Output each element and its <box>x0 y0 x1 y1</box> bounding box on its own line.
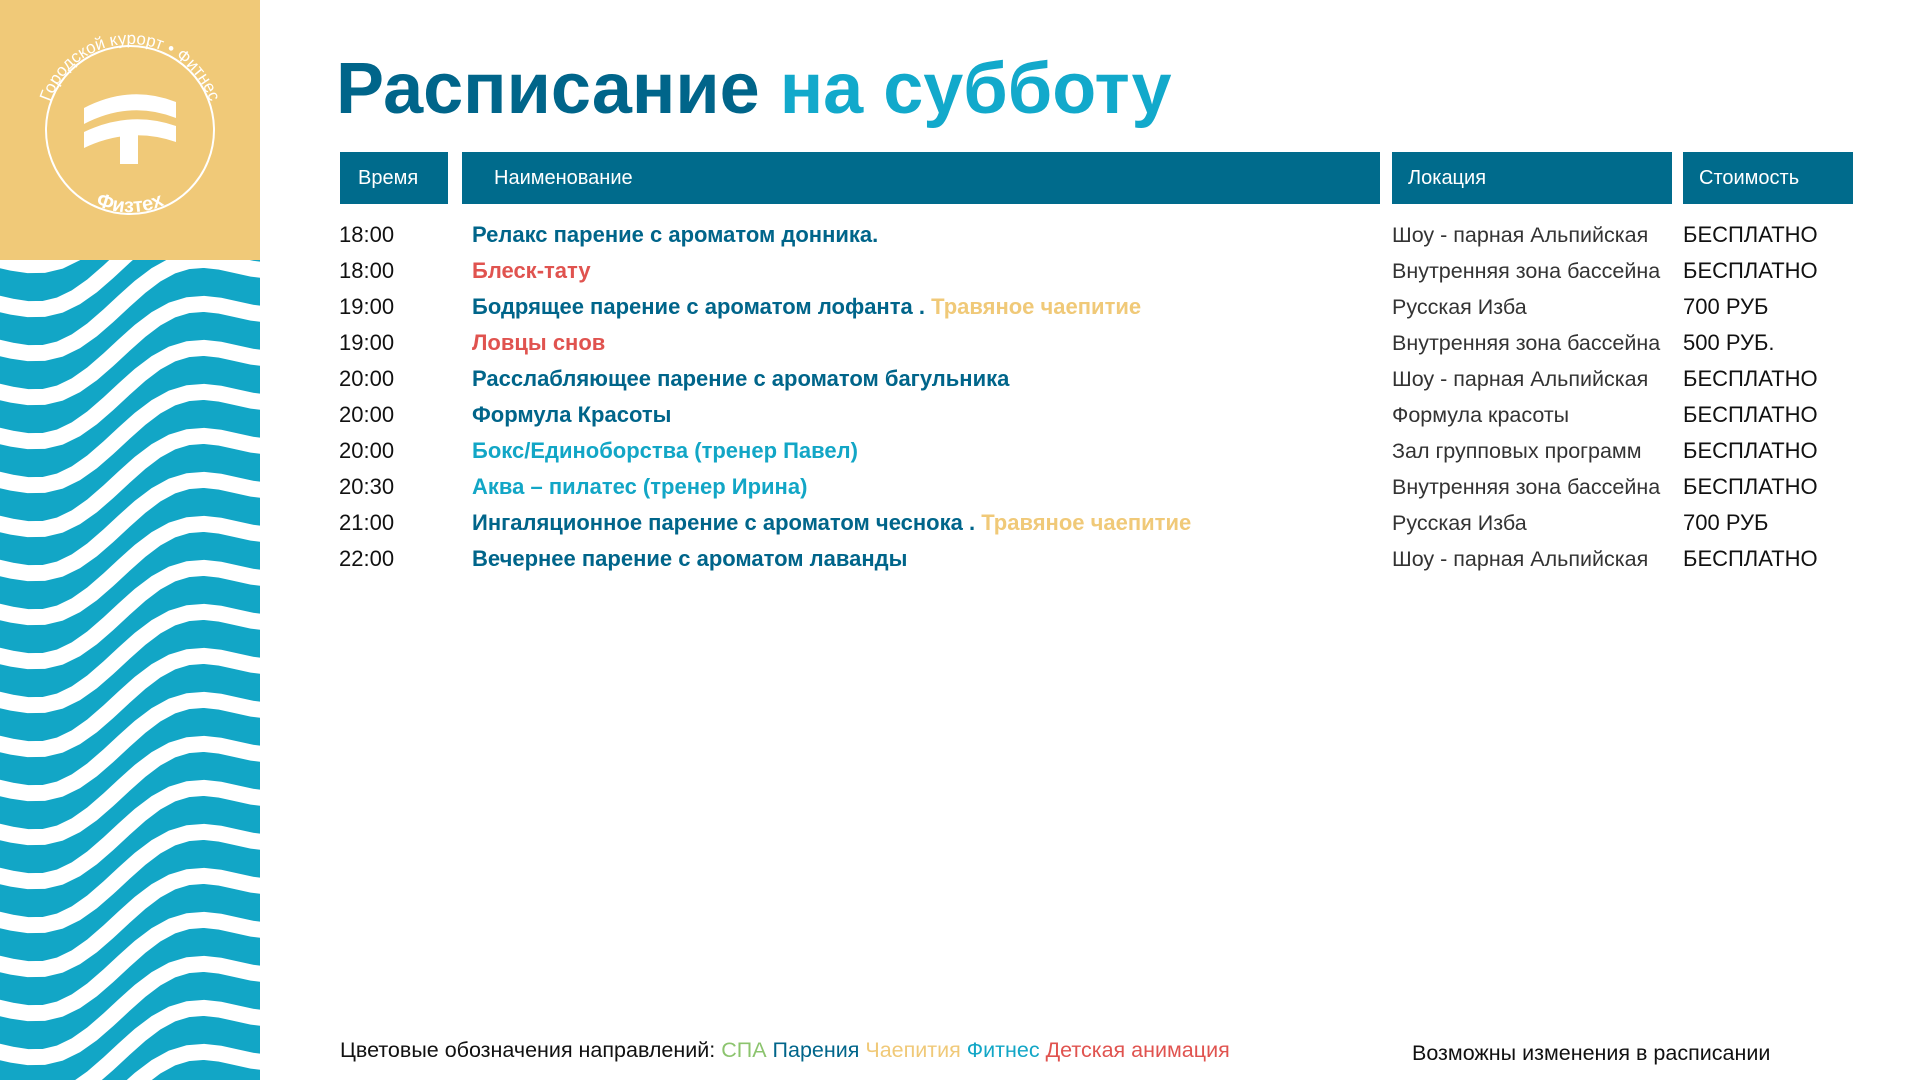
row-cost: БЕСПЛАТНО <box>1683 366 1818 391</box>
schedule-change-notice: Возможны изменения в расписании <box>1412 1041 1771 1065</box>
row-location: Внутренняя зона бассейна <box>1392 259 1661 283</box>
brand-ring-top-text: Городской курорт • Фитнес <box>36 28 224 104</box>
row-time: 19:00 <box>339 330 395 355</box>
title-main: Расписание <box>336 49 760 129</box>
row-name-cell <box>472 541 907 577</box>
row-time: 18:00 <box>339 222 395 247</box>
row-cost: 700 РУБ <box>1683 294 1769 319</box>
legend-item-fitness: Фитнес <box>966 1038 1040 1062</box>
legend-item-steam: Парения <box>772 1038 860 1062</box>
row-extra: Травяное чаепитие <box>981 510 1192 535</box>
row-cost: БЕСПЛАТНО <box>1683 402 1818 427</box>
row-name: Ингаляционное парение с ароматом чеснока . <box>472 510 976 535</box>
page-title <box>336 44 1172 134</box>
legend-item-kids: Детская анимация <box>1045 1038 1230 1062</box>
row-time: 18:00 <box>339 258 395 283</box>
table-row <box>0 361 1920 397</box>
row-cost: БЕСПЛАТНО <box>1683 438 1818 463</box>
row-name-cell <box>472 217 878 253</box>
table-row <box>0 253 1920 289</box>
row-name-cell <box>472 325 605 361</box>
title-accent: на субботу <box>779 49 1172 129</box>
row-location: Формула красоты <box>1392 403 1570 427</box>
row-name: Бокс/Единоборства (тренер Павел) <box>472 438 858 463</box>
row-time: 20:00 <box>339 366 395 391</box>
row-time: 20:00 <box>339 438 395 463</box>
header-time: Время <box>340 152 448 204</box>
row-name: Формула Красоты <box>472 402 672 427</box>
row-time: 19:00 <box>339 294 395 319</box>
table-row <box>0 469 1920 505</box>
row-name: Аква – пилатес (тренер Ирина) <box>472 474 808 499</box>
table-row <box>0 397 1920 433</box>
legend-label: Цветовые обозначения направлений: <box>340 1038 716 1062</box>
row-location: Внутренняя зона бассейна <box>1392 475 1661 499</box>
legend-item-spa: СПА <box>721 1038 767 1062</box>
table-row <box>0 433 1920 469</box>
row-extra: Травяное чаепитие <box>931 294 1142 319</box>
row-location: Шоу - парная Альпийская <box>1392 367 1649 391</box>
row-name: Расслабляющее парение с ароматом багульника <box>472 366 1010 391</box>
table-row <box>0 541 1920 577</box>
brand-emblem-icon <box>84 94 176 164</box>
row-time: 22:00 <box>339 546 395 571</box>
row-name-cell <box>472 361 1009 397</box>
header-name: Наименование <box>462 152 1380 204</box>
row-name: Релакс парение с ароматом донника. <box>472 222 879 247</box>
row-time: 21:00 <box>339 510 395 535</box>
row-cost: БЕСПЛАТНО <box>1683 258 1818 283</box>
header-location: Локация <box>1392 152 1672 204</box>
row-name-cell <box>472 469 807 505</box>
table-row <box>0 325 1920 361</box>
row-name: Блеск-тату <box>472 258 591 283</box>
header-cost: Стоимость <box>1683 152 1853 204</box>
row-time: 20:00 <box>339 402 395 427</box>
row-location: Зал групповых программ <box>1392 439 1642 463</box>
table-row <box>0 217 1920 253</box>
row-name-cell <box>472 253 591 289</box>
row-location: Шоу - парная Альпийская <box>1392 547 1649 571</box>
row-name-cell <box>472 397 671 433</box>
row-cost: БЕСПЛАТНО <box>1683 222 1818 247</box>
row-location: Внутренняя зона бассейна <box>1392 331 1661 355</box>
row-name-cell <box>472 289 1141 325</box>
row-name: Ловцы снов <box>472 330 606 355</box>
row-cost: БЕСПЛАТНО <box>1683 546 1818 571</box>
row-cost: 500 РУБ. <box>1683 330 1775 355</box>
row-name: Вечернее парение с ароматом лаванды <box>472 546 908 571</box>
row-cost: БЕСПЛАТНО <box>1683 474 1818 499</box>
row-time: 20:30 <box>339 474 395 499</box>
row-location: Русская Изба <box>1392 511 1527 535</box>
row-name-cell <box>472 505 1191 541</box>
row-cost: 700 РУБ <box>1683 510 1769 535</box>
brand-ring-bottom-text: Физтех <box>93 189 167 218</box>
color-legend <box>340 1034 1230 1066</box>
table-row <box>0 289 1920 325</box>
row-name: Бодрящее парение с ароматом лофанта . <box>472 294 925 319</box>
legend-item-tea: Чаепития <box>865 1038 961 1062</box>
row-location: Шоу - парная Альпийская <box>1392 223 1649 247</box>
row-name-cell <box>472 433 858 469</box>
row-location: Русская Изба <box>1392 295 1527 319</box>
table-row <box>0 505 1920 541</box>
